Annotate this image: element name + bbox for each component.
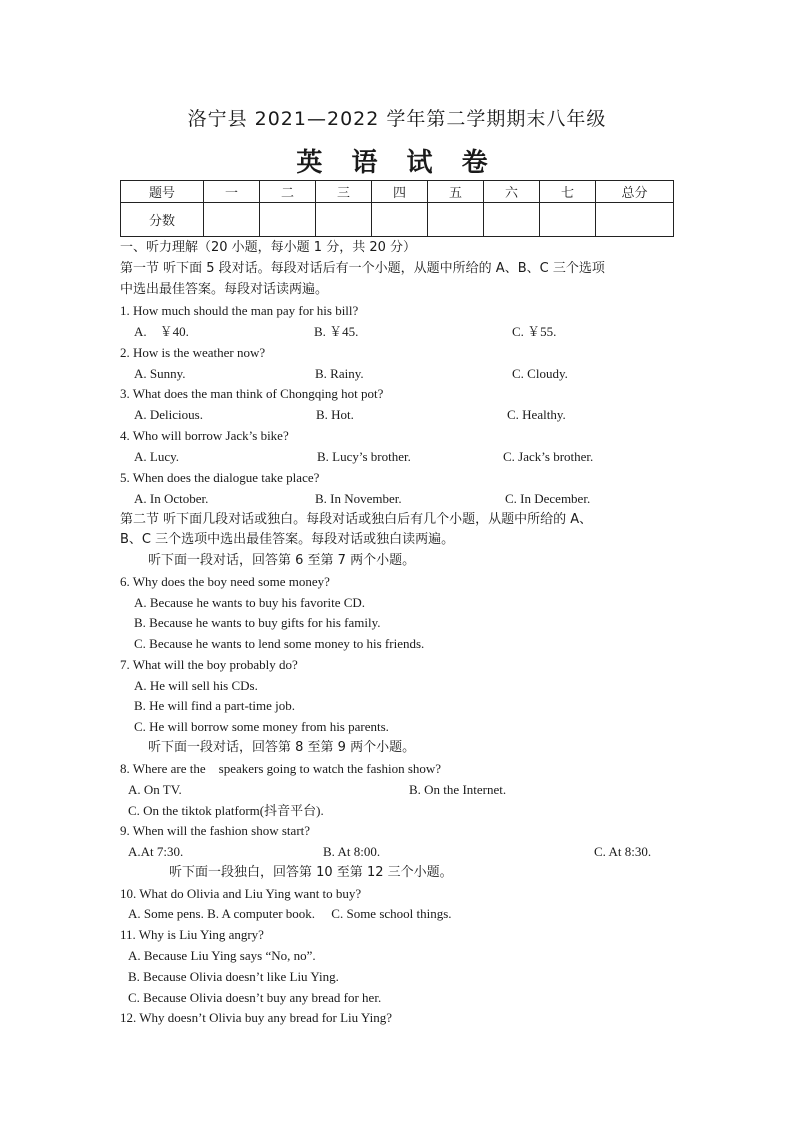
- monologue-intro: 听下面一段独白，回答第 10 至第 12 三个小题。: [169, 865, 453, 880]
- score-table-cell: 三: [316, 181, 372, 203]
- question-stem: 5. When does the dialogue take place?: [120, 470, 320, 485]
- option-c: C. Cloudy.: [512, 366, 568, 381]
- option-c: C. Because Olivia doesn’t buy any bread for her.: [128, 990, 382, 1005]
- option-c: C. In December.: [505, 491, 591, 506]
- option-a: A. On TV.: [128, 782, 182, 797]
- score-table-cell: 四: [372, 181, 428, 203]
- question-stem: 11. Why is Liu Ying angry?: [120, 927, 264, 942]
- option-b: B. Lucy’s brother.: [317, 449, 411, 464]
- score-entry-cell[interactable]: [540, 203, 596, 237]
- option-c: C. Healthy.: [507, 407, 566, 422]
- score-table-score-row: [121, 203, 674, 237]
- score-table-cell: 总分: [596, 181, 674, 203]
- question-stem: 10. What do Olivia and Liu Ying want to buy?: [120, 886, 362, 901]
- option-c: C. He will borrow some money from his parents.: [134, 719, 389, 734]
- question-stem: 6. Why does the boy need some money?: [120, 574, 330, 589]
- option-b: B. Rainy.: [315, 366, 364, 381]
- option-a: A. Delicious.: [134, 407, 203, 422]
- option-a: A. Because he wants to buy his favorite CD.: [134, 595, 366, 610]
- option-b: B. In November.: [315, 491, 402, 506]
- option-b: B. ￥45.: [314, 324, 359, 339]
- score-table-cell: 题号: [121, 181, 204, 203]
- option-a: A.At 7:30.: [128, 844, 184, 859]
- question-stem: 1. How much should the man pay for his bill?: [120, 303, 359, 318]
- option-b: B. At 8:00.: [323, 844, 381, 859]
- question-stem: 9. When will the fashion show start?: [120, 823, 311, 838]
- part1-instruction: 第一节 听下面 5 段对话。每段对话后有一个小题，从题中所给的 A、B、C 三个选项: [120, 261, 605, 276]
- exam-title: 洛宁县 2021—2022 学年第二学期期末八年级: [187, 108, 607, 130]
- part2-instruction: 第二节 听下面几段对话或独白。每段对话或独白后有几个小题，从题中所给的 A、: [120, 512, 593, 527]
- options-line: A. Some pens. B. A computer book. C. Some school things.: [128, 906, 452, 921]
- score-table-cell: 六: [484, 181, 540, 203]
- question-stem: 3. What does the man think of Chongqing hot pot?: [120, 386, 384, 401]
- option-a: A. Lucy.: [134, 449, 180, 464]
- question-stem: 4. Who will borrow Jack’s bike?: [120, 428, 289, 443]
- option-c: C. At 8:30.: [594, 844, 652, 859]
- option-a: A. Because Liu Ying says “No, no”.: [128, 948, 316, 963]
- question-stem: 8. Where are the speakers going to watch the fashion show?: [120, 761, 442, 776]
- score-table-cell: 一: [204, 181, 260, 203]
- score-table: [120, 180, 674, 237]
- score-entry-cell[interactable]: [316, 203, 372, 237]
- option-c: C. ￥55.: [512, 324, 557, 339]
- score-table-cell: 五: [428, 181, 484, 203]
- option-a: A. Sunny.: [134, 366, 186, 381]
- dialogue-intro: 听下面一段对话，回答第 6 至第 7 两个小题。: [148, 553, 416, 568]
- score-table-cell: 分数: [121, 203, 204, 237]
- option-b: B. He will find a part-time job.: [134, 698, 296, 713]
- exam-subtitle: 英 语 试 卷: [296, 148, 498, 178]
- option-a: A. He will sell his CDs.: [134, 678, 258, 693]
- score-table-header-row: [121, 181, 674, 203]
- score-table-cell: 二: [260, 181, 316, 203]
- option-c: C. Because he wants to lend some money to his friends.: [134, 636, 425, 651]
- question-stem: 2. How is the weather now?: [120, 345, 266, 360]
- part1-instruction: 中选出最佳答案。每段对话读两遍。: [120, 282, 329, 297]
- option-b: B. Hot.: [316, 407, 354, 422]
- option-a: A. ￥40.: [134, 324, 189, 339]
- option-b: B. Because he wants to buy gifts for his family.: [134, 615, 381, 630]
- question-stem: 7. What will the boy probably do?: [120, 657, 298, 672]
- score-entry-cell[interactable]: [260, 203, 316, 237]
- option-b: B. On the Internet.: [409, 782, 507, 797]
- option-b: B. Because Olivia doesn’t like Liu Ying.: [128, 969, 339, 984]
- option-c: C. On the tiktok platform(抖音平台).: [128, 803, 324, 818]
- score-entry-cell[interactable]: [484, 203, 540, 237]
- question-stem: 12. Why doesn’t Olivia buy any bread for Liu Ying?: [120, 1010, 392, 1025]
- score-entry-cell[interactable]: [428, 203, 484, 237]
- score-entry-cell[interactable]: [596, 203, 674, 237]
- option-a: A. In October.: [134, 491, 209, 506]
- option-c: C. Jack’s brother.: [503, 449, 594, 464]
- section-heading: 一、听力理解（20 小题，每小题 1 分，共 20 分）: [120, 240, 417, 255]
- score-entry-cell[interactable]: [204, 203, 260, 237]
- dialogue-intro: 听下面一段对话，回答第 8 至第 9 两个小题。: [148, 740, 416, 755]
- score-table-cell: 七: [540, 181, 596, 203]
- part2-instruction: B、C 三个选项中选出最佳答案。每段对话或独白读两遍。: [120, 532, 455, 547]
- score-entry-cell[interactable]: [372, 203, 428, 237]
